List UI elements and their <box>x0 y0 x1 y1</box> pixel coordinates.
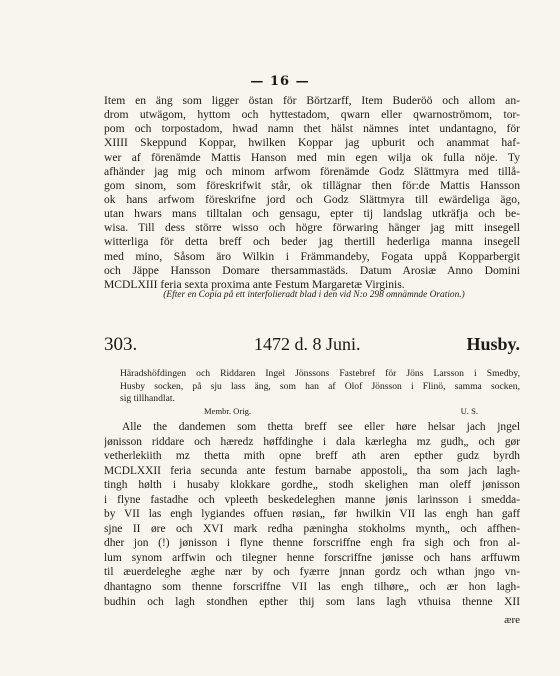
text-line: och Jäppe Hansson Domare thersammastäds. Datum Arosiæ Anno Domini <box>104 263 520 277</box>
text-line: utan hwars mans tilltalan och gensagu, epter tij landslag utkräfja och be- <box>104 207 520 221</box>
entry-heading <box>104 334 520 360</box>
source-label: Membr. Orig. <box>204 406 252 416</box>
text-line: witterliga för detta breff och beder jag thertill hederliga manna insegell <box>104 235 520 249</box>
text-line: ok hans arfwom föreskrifne jord och Godz Slättmyra till ewärdeliga ägo, <box>104 192 520 206</box>
charter-text-continued <box>104 94 520 292</box>
summary-line: sig tillhandlat. <box>120 393 175 404</box>
text-line: gom sinom, som föreskrifwit står, ok tillägnar then för:de Mattis Hansson <box>104 178 520 192</box>
text-line: tingh hølth i husaby klokkare gordhe„ stodh skelighen man oleff jønisson <box>104 479 520 492</box>
text-line: sjne II øre och XVI mark redha pæningha stokholms mynth„ och affhen- <box>104 522 520 535</box>
text-line: wisa. Till dess större wisso och högre förwaring hänger jag mitt insegell <box>104 221 520 235</box>
text-line: MCDLXIII feria sexta proxima ante Festum Margaretæ Virginis. <box>104 277 405 291</box>
text-line: drom utwägom, hyttom och hyttestadom, qwarn eller qwarnoströmom, tor- <box>104 108 520 122</box>
entry-summary <box>120 368 520 406</box>
summary-line: Husby socken, på sju lass äng, som han af Olof Jönsson i Flinö, samma socken, <box>120 380 520 392</box>
text-line: vetherlekiith mz thetta mith opne breff ath aren epther gudz byrdh <box>104 450 520 463</box>
seal-label: U. S. <box>460 406 478 416</box>
text-line: Alle the dandemen som thetta breff see eller høre helsar jach jngel <box>122 421 520 433</box>
text-line: budhin och lagh stondhen epther thij som lans lagh vthuisa thenne XII <box>104 595 520 608</box>
text-line: lum synom arffwin och tilegner henne forscriffne jønisse och hans arffuwm <box>104 551 520 564</box>
entry-meta <box>104 406 520 418</box>
text-line: XIIII Skeppund Koppar, hwilken Koppar jag upburit och anammat haf- <box>104 136 520 150</box>
text-line: dher jon (!) jønisson i flyne thenne forscriffne engh fra sigh och fron al- <box>104 537 520 550</box>
text-line: i flyne fastadhe och vpleeth beskedeleghen manne jønis larinsson i smedda- <box>104 493 520 506</box>
text-line: med mino, Såsom äro Wilkin i Främmandeby, Fogata uppå Kopparbergit <box>104 249 520 263</box>
catchword: ære <box>504 614 520 626</box>
entry-date: 1472 d. 8 Juni. <box>254 334 361 354</box>
source-note: (Efter en Copia på ett interfolieradt blad i den vid N:o 298 omnämnde Oration.) <box>163 290 465 300</box>
charter-text <box>104 420 520 609</box>
summary-line: Häradshöfdingen och Riddaren Ingel Jönssons Fastebref för Jöns Larsson i Smedby, <box>120 368 520 379</box>
text-line: dhantagno som thenne forscriffne VII las engh tilhøre„ och ær hon lagh- <box>104 581 520 594</box>
text-line: MCDLXXII feria secunda ante festum barnabe appostoli„ tha som jach lagh- <box>104 464 520 477</box>
text-line: afhänder jag mig och minom arfwom förenämde Godz Slättmyra med tillå- <box>104 164 520 178</box>
text-line: til æuerdeleghe æghe nær by och fyærre jnnan gordz och wthan jngo vn- <box>104 566 520 579</box>
entry-place: Husby. <box>466 334 520 354</box>
text-line: Item en äng som ligger östan för Börtzarff, Item Buderöö och allom an- <box>104 94 520 107</box>
page-number: — 16 — <box>250 74 310 89</box>
text-line: wer af förenämde Mattis Hanson med min egen wilja ok fulla nöje. Ty <box>104 150 520 164</box>
text-line: pom och torpostadom, hwad namn thet hälst nämnes intet undantagno, för <box>104 122 520 136</box>
entry-number: 303. <box>104 334 138 355</box>
text-line: by VII las engh lygiandes offuen røsian„ før hwilkin VII las engh han gaff <box>104 508 520 521</box>
text-line: jønisson riddare och hæredz høffdinghe i dala kærlegha mz gudh„ och gør <box>104 435 520 448</box>
